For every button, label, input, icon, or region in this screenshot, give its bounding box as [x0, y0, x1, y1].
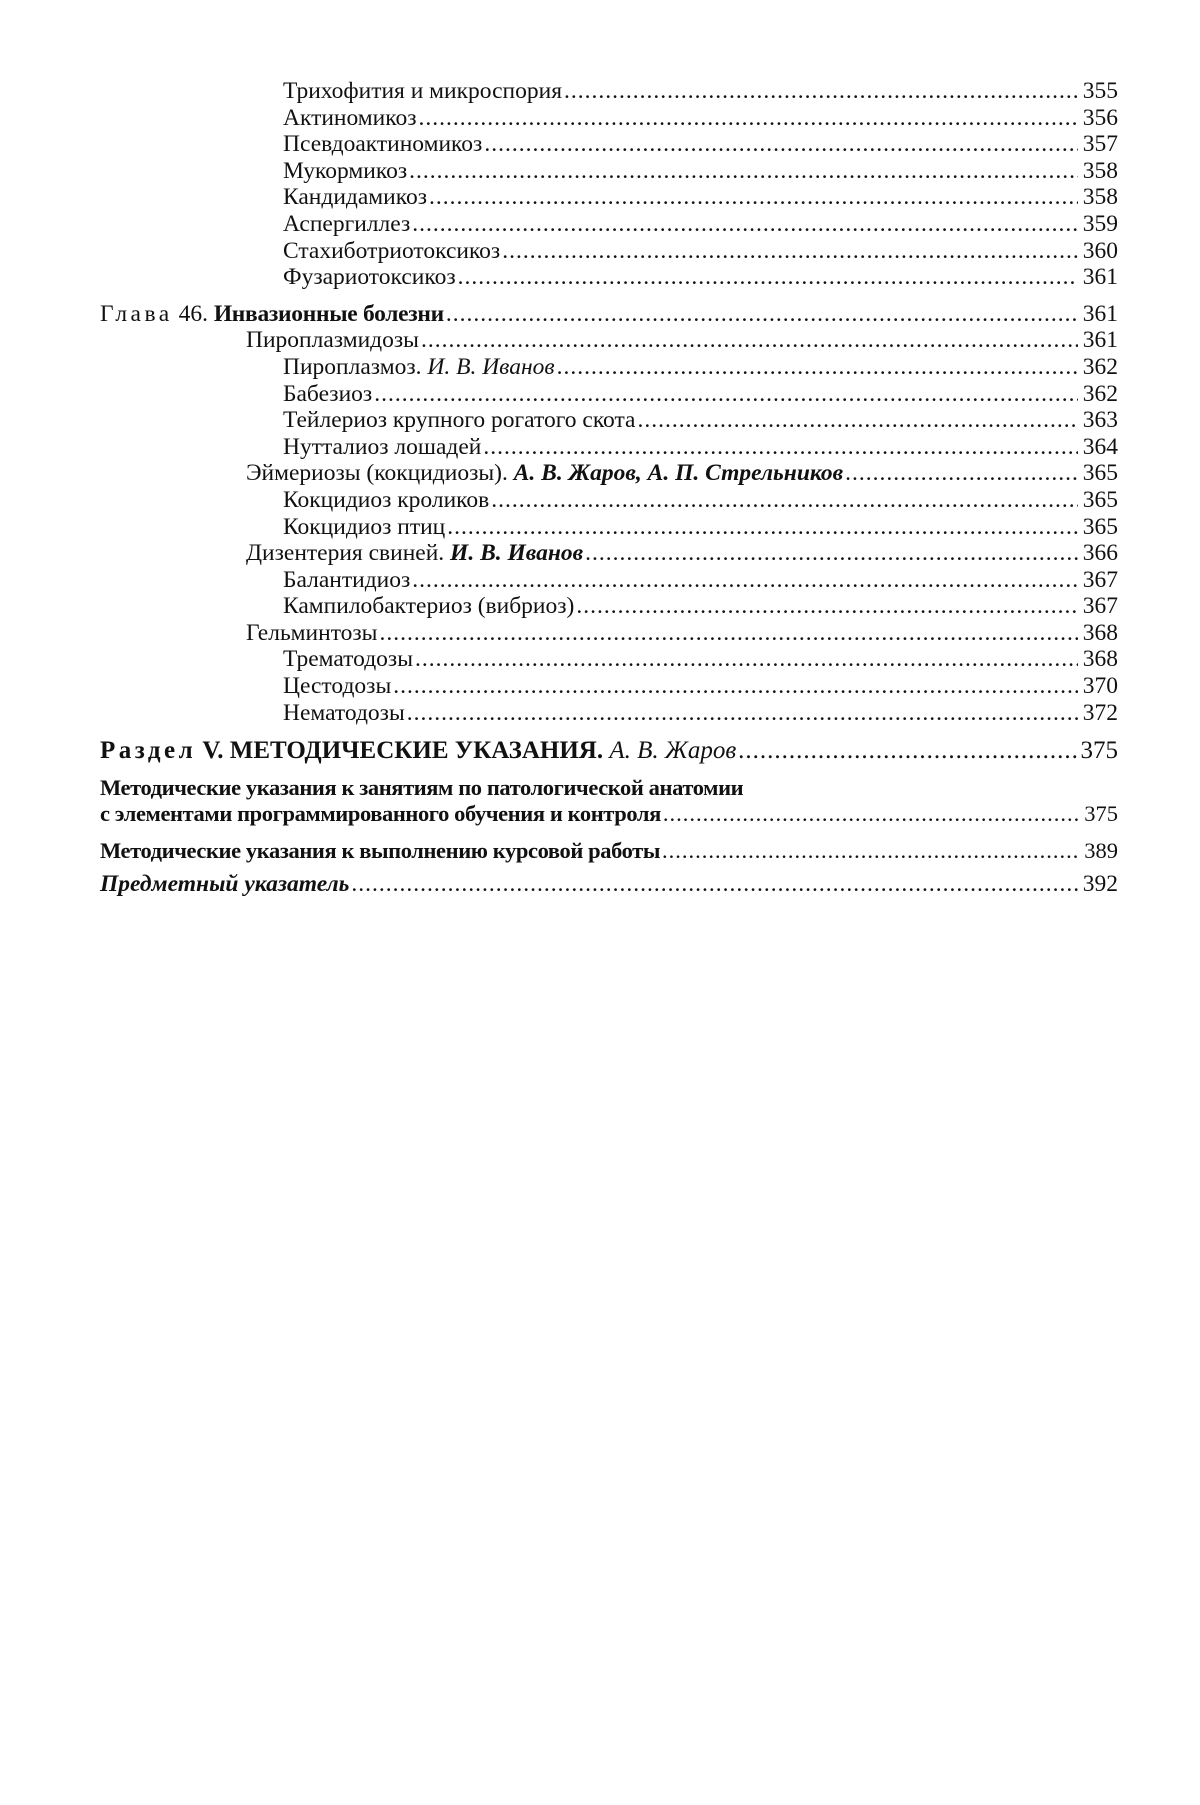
- toc-page-number: 364: [1082, 433, 1118, 460]
- entry-text: Эймериозы (кокцидиозы).: [246, 460, 508, 487]
- toc-entry-coccidiosis-birds[interactable]: [100, 514, 1118, 541]
- leader-dots: [483, 434, 1078, 461]
- toc-page-number: 361: [1082, 264, 1118, 291]
- toc-entry-subject-index[interactable]: [100, 871, 1118, 898]
- toc-entry-title: Методические указания к выполнению курсовой работы: [100, 838, 661, 864]
- table-of-contents: [100, 78, 1118, 897]
- toc-entry-title: Кандидамикоз: [283, 184, 427, 211]
- chapter-title: Инвазионные болезни: [213, 300, 444, 327]
- entry-author: И. В. Иванов: [427, 353, 555, 380]
- toc-page-number: 359: [1082, 210, 1118, 237]
- toc-entry-title: [246, 460, 843, 487]
- toc-entry-trematodoses[interactable]: [100, 646, 1118, 673]
- toc-entry-piroplasmidoses[interactable]: [100, 327, 1118, 354]
- toc-entry-pseudoactinomycosis[interactable]: [100, 131, 1118, 158]
- toc-page-number: 356: [1082, 104, 1118, 131]
- entry-author: А. В. Жаров, А. П. Стрельников: [513, 460, 844, 487]
- toc-page-number: 375: [1084, 801, 1118, 827]
- chapter-heading: [100, 301, 444, 328]
- leader-dots: [637, 407, 1078, 434]
- leader-dots: [407, 700, 1078, 727]
- toc-page-number: 360: [1082, 237, 1118, 264]
- leader-dots: [379, 620, 1078, 647]
- toc-entry-title: Бабезиоз: [283, 380, 373, 407]
- leader-dots: [415, 646, 1078, 673]
- toc-chapter-46[interactable]: [100, 301, 1118, 328]
- toc-entry-title: Кокцидиоз кроликов: [283, 486, 490, 513]
- toc-page-number: 355: [1082, 78, 1118, 104]
- toc-entry-title: Мукормикоз: [283, 157, 408, 184]
- toc-entry-helminthoses[interactable]: [100, 620, 1118, 647]
- toc-page-number: 368: [1082, 646, 1118, 673]
- toc-page-number: 358: [1082, 184, 1118, 211]
- toc-page-number: 357: [1082, 131, 1118, 158]
- toc-entry-title: Актиномикоз: [283, 104, 417, 131]
- leader-dots: [429, 184, 1078, 211]
- toc-entry-title: [283, 354, 555, 381]
- leader-dots: [393, 673, 1078, 700]
- toc-page-number: 392: [1082, 870, 1118, 897]
- leader-dots: [412, 211, 1078, 238]
- entry-title-line2: с элементами программированного обучения и контроля: [100, 801, 661, 827]
- toc-entry-title: Тейлериоз крупного рогатого скота: [283, 407, 636, 434]
- toc-entry-title: Трематодозы: [283, 646, 413, 673]
- toc-page-number: 370: [1082, 673, 1118, 700]
- toc-page-number: 368: [1082, 619, 1118, 646]
- toc-entry-title: Предметный указатель: [100, 870, 350, 897]
- toc-entry-title: Фузариотоксикоз: [283, 264, 456, 291]
- toc-entry-title: Аспергиллез: [283, 210, 411, 237]
- chapter-number: 46.: [178, 300, 208, 327]
- leader-dots: [458, 264, 1078, 291]
- leader-dots: [409, 158, 1078, 185]
- toc-entry-title: [246, 540, 583, 567]
- toc-entry-title: Кокцидиоз птиц: [283, 513, 446, 540]
- toc-entry-nuttalliosis[interactable]: [100, 434, 1118, 461]
- toc-entry-theileriosis[interactable]: [100, 407, 1118, 434]
- toc-entry-swine-dysentery[interactable]: [100, 540, 1118, 567]
- toc-entry-actinomycosis[interactable]: [100, 105, 1118, 132]
- leader-dots: [447, 514, 1078, 541]
- toc-page-number: 358: [1082, 157, 1118, 184]
- toc-entry-methodical-guidelines-coursework[interactable]: [100, 838, 1118, 865]
- leader-dots: [421, 327, 1078, 354]
- toc-page-number: 375: [1080, 737, 1118, 765]
- leader-dots: [484, 131, 1078, 158]
- toc-page-number: 361: [1082, 300, 1118, 327]
- leader-dots: [576, 593, 1078, 620]
- toc-page-number: 366: [1082, 540, 1118, 567]
- entry-row: [100, 838, 1118, 865]
- toc-page-number: 365: [1082, 513, 1118, 540]
- chapter-label: Глава: [100, 300, 173, 327]
- toc-entry-title: Балантидиоз: [283, 566, 411, 593]
- leader-dots: [491, 487, 1078, 514]
- toc-page-number: 362: [1082, 380, 1118, 407]
- entry-text: Дизентерия свиней.: [246, 540, 445, 567]
- toc-page-number: 361: [1082, 327, 1118, 354]
- toc-page-number: 365: [1082, 486, 1118, 513]
- leader-dots: [662, 838, 1078, 865]
- toc-page-number: 362: [1082, 353, 1118, 380]
- toc-entry-eimeriosis[interactable]: [100, 460, 1118, 487]
- entry-author: И. В. Иванов: [450, 540, 584, 567]
- toc-page-number: 367: [1082, 593, 1118, 620]
- leader-dots: [351, 871, 1078, 898]
- leader-dots: [663, 801, 1078, 828]
- leader-dots: [738, 738, 1078, 765]
- toc-entry-title: Трихофития и микроспория: [283, 78, 563, 104]
- leader-dots: [585, 540, 1078, 567]
- leader-dots: [374, 381, 1078, 408]
- leader-dots: [446, 301, 1078, 328]
- section-title: V. МЕТОДИЧЕСКИЕ УКАЗАНИЯ.: [202, 737, 604, 765]
- entry-text: Пироплазмоз.: [283, 353, 422, 380]
- toc-entry-cestodoses[interactable]: [100, 673, 1118, 700]
- toc-page-number: 367: [1082, 566, 1118, 593]
- toc-entry-trichophytia[interactable]: [100, 78, 1118, 105]
- toc-entry-coccidiosis-rabbits[interactable]: [100, 487, 1118, 514]
- leader-dots: [564, 78, 1078, 105]
- toc-entry-fusariotoxicosis[interactable]: [100, 264, 1118, 291]
- toc-entry-title: Гельминтозы: [246, 619, 378, 646]
- toc-entry-stachybotryotoxicosis[interactable]: [100, 238, 1118, 265]
- toc-entry-title: Пироплазмидозы: [246, 327, 419, 354]
- leader-dots: [845, 460, 1078, 487]
- toc-section-5[interactable]: [100, 738, 1118, 765]
- section-author: А. В. Жаров: [609, 737, 737, 765]
- toc-entry-title: Кампилобактериоз (вибриоз): [283, 593, 575, 620]
- toc-entry-title: Нутталиоз лошадей: [283, 433, 482, 460]
- toc-entry-candidamycosis[interactable]: [100, 184, 1118, 211]
- toc-page-number: 365: [1082, 460, 1118, 487]
- toc-entry-piroplasmosis[interactable]: [100, 354, 1118, 381]
- leader-dots: [557, 354, 1078, 381]
- toc-entry-balantidiosis[interactable]: [100, 567, 1118, 594]
- toc-entry-methodical-guidelines-anatomy[interactable]: [100, 775, 1118, 828]
- leader-dots: [419, 105, 1078, 132]
- section-heading: [100, 738, 736, 765]
- toc-page-number: 372: [1082, 699, 1118, 726]
- toc-entry-campylobacteriosis[interactable]: [100, 593, 1118, 620]
- toc-entry-mucormycosis[interactable]: [100, 158, 1118, 185]
- toc-entry-title: Псевдоактиномикоз: [283, 131, 483, 158]
- toc-entry-title: Стахиботриотоксикоз: [283, 237, 501, 264]
- toc-entry-babesiosis[interactable]: [100, 381, 1118, 408]
- leader-dots: [412, 567, 1078, 594]
- toc-entry-nematodoses[interactable]: [100, 700, 1118, 727]
- leader-dots: [502, 238, 1078, 265]
- toc-entry-title: Цестодозы: [283, 673, 392, 700]
- toc-entry-aspergillosis[interactable]: [100, 211, 1118, 238]
- entry-title-line2-row: [100, 801, 1118, 828]
- entry-title-line1: Методические указания к занятиям по патологической анатомии: [100, 774, 744, 800]
- toc-page-number: 389: [1084, 838, 1118, 864]
- toc-page-number: 363: [1082, 407, 1118, 434]
- toc-entry-title: Нематодозы: [283, 699, 405, 726]
- section-label: Раздел: [100, 737, 197, 765]
